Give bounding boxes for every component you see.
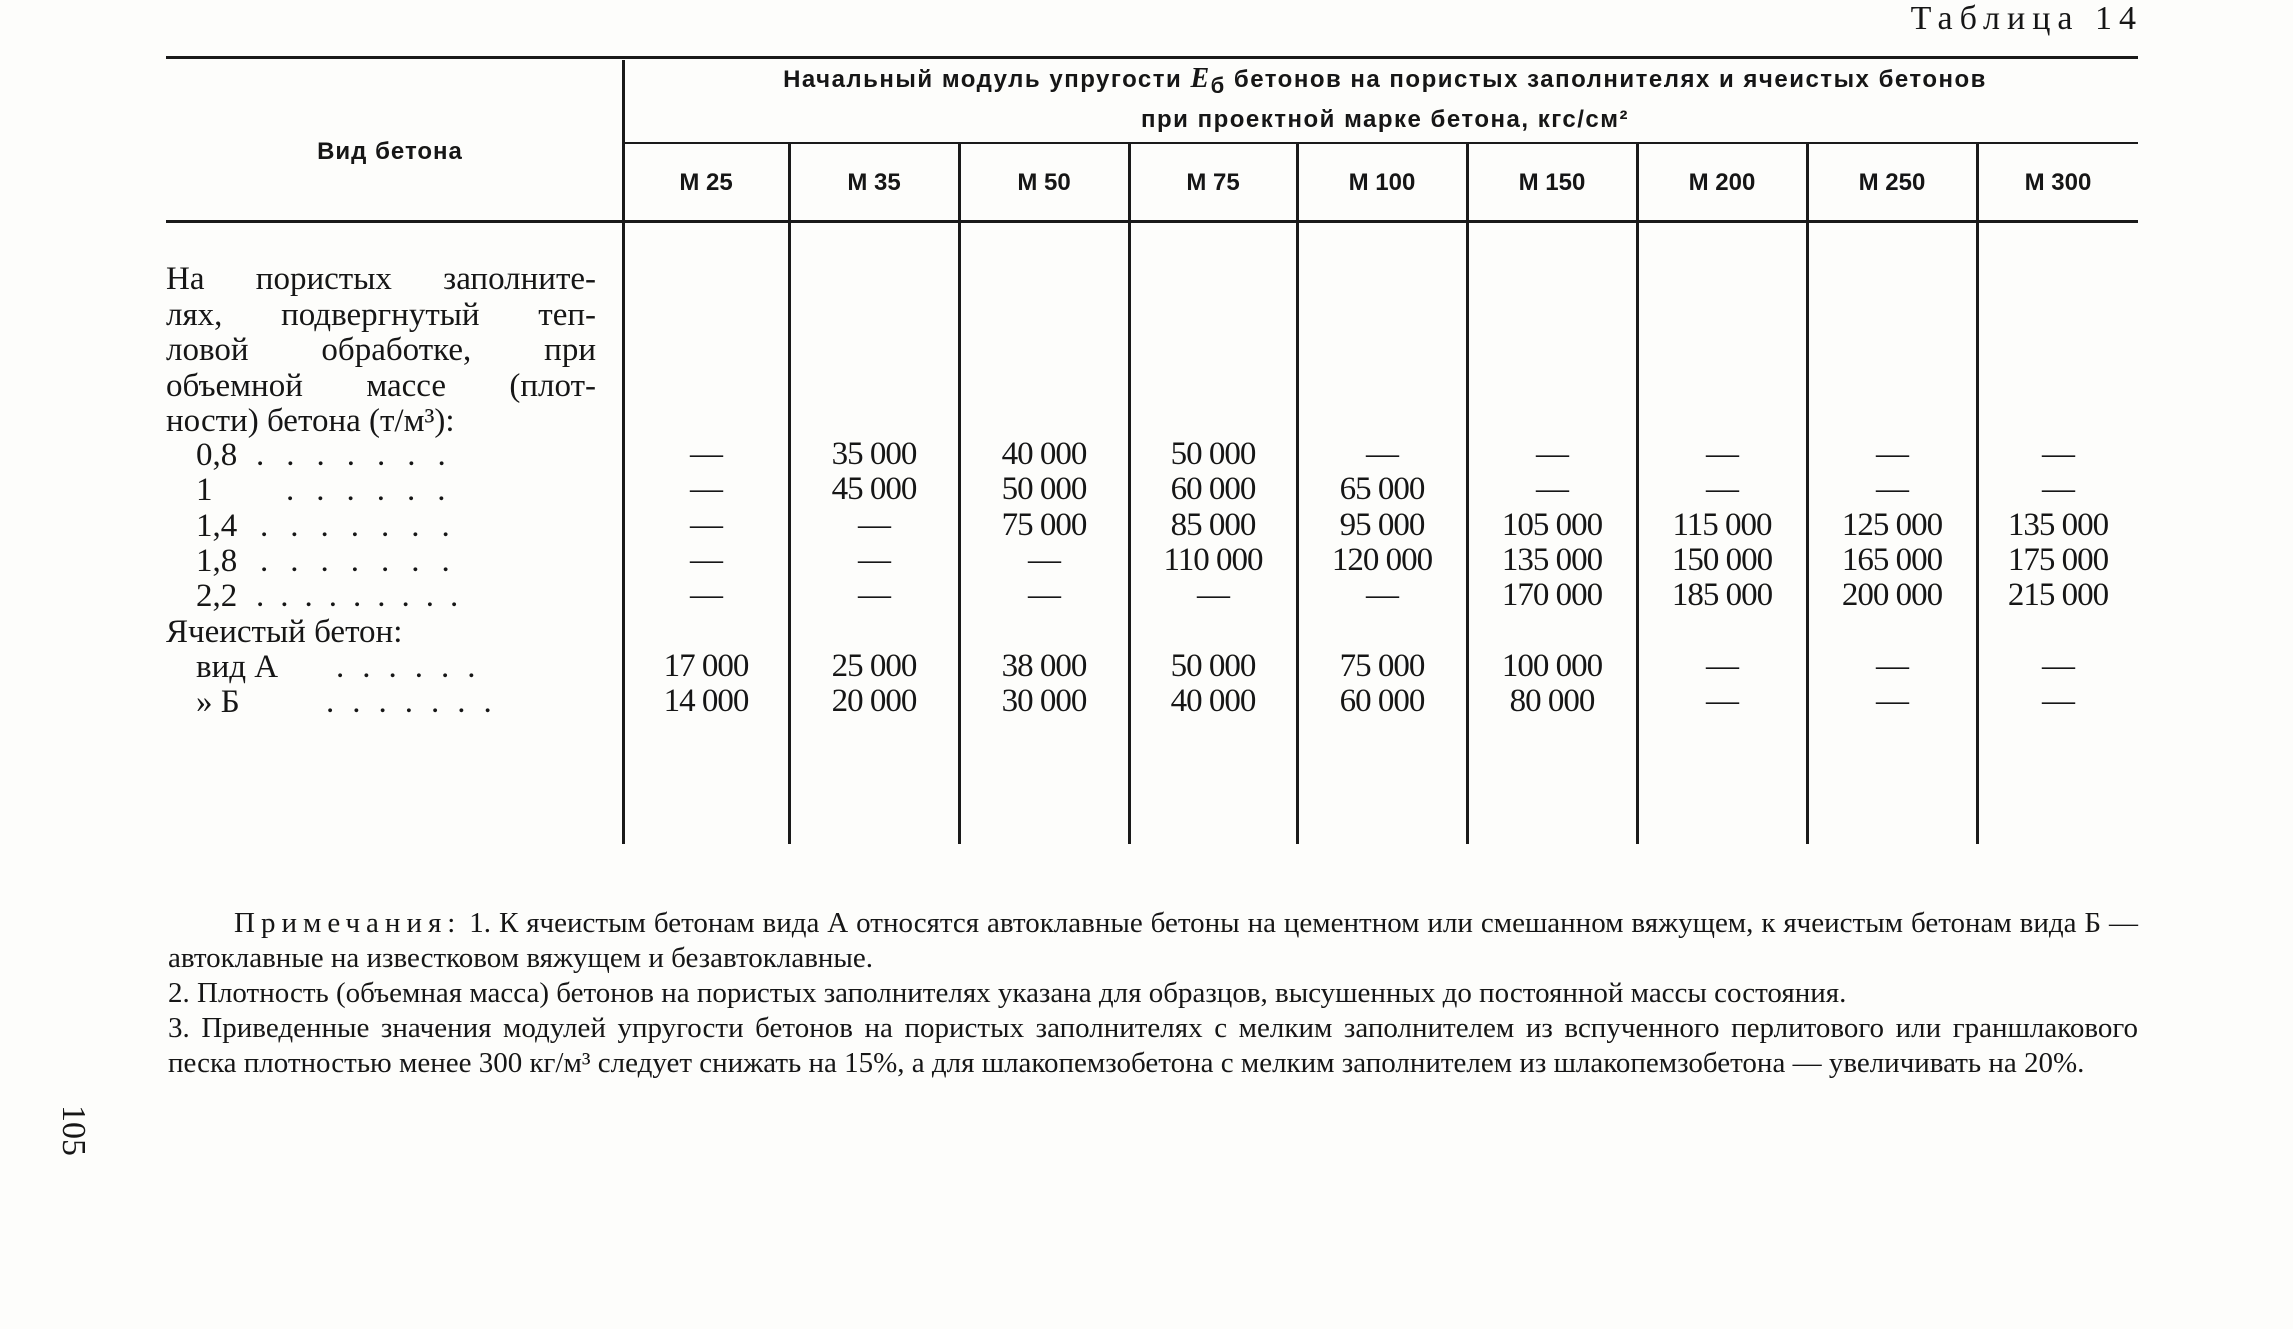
table-cell: 45 000 [831,471,917,507]
table-cell: 80 000 [1509,683,1595,719]
table-cell: — [858,577,890,613]
table-cell: — [1197,577,1229,613]
table-cell: 30 000 [1001,683,1087,719]
density-value: 0,8 [196,437,238,473]
grade-header-m75: М 75 [1186,169,1240,196]
density-label-2-2: 2,2 ......... [196,578,475,614]
density-label-1-8: 1,8 ....... [196,543,472,579]
cellular-type: » Б [196,684,240,720]
cellular-label: Ячеистый бетон: [166,614,403,650]
table-cell: 20 000 [831,683,917,719]
table-cell: 75 000 [1339,648,1425,684]
table-cell: 125 000 [1841,507,1943,543]
table-cell: 165 000 [1841,542,1943,578]
porous-description-line: ловой обработке, при [166,332,596,368]
table-cell: 135 000 [1501,542,1603,578]
table-cell: — [690,471,722,507]
cellular-type-a-label: вид А ...... [196,649,494,685]
group-underline [624,142,2138,144]
table-cell: 60 000 [1170,471,1256,507]
table-cell: 40 000 [1001,436,1087,472]
grade-header-m100: М 100 [1348,169,1416,196]
grade-header-m150: М 150 [1518,169,1586,196]
table-cell: — [1876,436,1908,472]
cellular-type-b-label: » Б ....... [196,684,510,720]
top-rule [166,56,2138,59]
table-cell: 65 000 [1339,471,1425,507]
table-cell: — [2042,683,2074,719]
grade-header-m250: М 250 [1858,169,1926,196]
table-cell: — [1706,436,1738,472]
grade-header-m25: М 25 [679,169,733,196]
table-cell: 105 000 [1501,507,1603,543]
porous-description-line: лях, подвергнутый теп- [166,296,596,333]
table-cell: — [858,542,890,578]
header-bottom-rule [166,220,2138,223]
row-header-label: Вид бетона [317,138,463,165]
table-cell: 135 000 [2007,507,2109,543]
table-cell: — [1706,648,1738,684]
density-value: 1,8 [196,543,238,579]
table-cell: — [690,577,722,613]
table-cell: 50 000 [1170,648,1256,684]
notes-block [168,906,2138,1081]
table-title: Таблица 14 [1910,0,2143,37]
table-cell: 50 000 [1170,436,1256,472]
table-cell: 38 000 [1001,648,1087,684]
table-cell: — [690,436,722,472]
table-cell: — [1366,577,1398,613]
density-label-1-4: 1,4 ....... [196,508,472,544]
table-cell: 40 000 [1170,683,1256,719]
table-cell: 35 000 [831,436,917,472]
table-cell: 100 000 [1501,648,1603,684]
cellular-type: вид А [196,649,279,685]
table-cell: — [1536,436,1568,472]
table-cell: — [2042,471,2074,507]
table-cell: — [690,507,722,543]
grade-header-m50: М 50 [1017,169,1071,196]
table-cell: 115 000 [1672,507,1772,543]
table-cell: — [1876,471,1908,507]
grade-header-m200: М 200 [1688,169,1756,196]
column-group-header [630,62,2140,137]
modulus-symbol: E [1190,63,1211,94]
group-header-text-b: бетонов на пористых заполнителях и ячеистых бетонов [1233,66,1987,93]
table-cell: 85 000 [1170,507,1256,543]
grade-header-m35: М 35 [847,169,901,196]
modulus-symbol-sub: б [1210,72,1226,98]
table-cell: — [1706,471,1738,507]
note-3: 3. Приведенные значения модулей упругости бетонов на пористых заполнителях с мелким заполнителем из вспученного перлитового или граншлакового песка плотностью менее 300 кг/м³ следует снижать на 15%, а для шлакопемзобетона с мелким заполнителем из шлакопемзобетона — увеличивать на 20%. [168,1012,2138,1079]
table-cell: 150 000 [1671,542,1773,578]
density-value: 1,4 [196,508,238,544]
density-value: 1 [196,472,213,508]
table-cell: — [690,542,722,578]
table-cell: — [858,507,890,543]
table-cell: 17 000 [663,648,749,684]
page-number: 105 [55,1105,92,1156]
group-header-text-line2: при проектной марке бетона, кгс/см² [1141,105,1629,133]
density-label-1: 1 ...... [196,472,468,508]
table-cell: — [1028,542,1060,578]
table-cell: 110 000 [1163,542,1263,578]
note-1: 1. К ячеистым бетонам вида А относятся автоклавные бетоны на цементном или смешанном вяжущем, к ячеистым бетонам вида Б — автоклавные на известковом вяжущем и безавтоклавные. [168,907,2138,974]
density-label-0-8: 0,8 ....... [196,437,468,473]
porous-description [166,262,596,440]
table-cell: — [1028,577,1060,613]
table-cell: 60 000 [1339,683,1425,719]
density-value: 2,2 [196,578,238,614]
table-cell: 175 000 [2007,542,2109,578]
note-2: 2. Плотность (объемная масса) бетонов на пористых заполнителях указана для образцов, высушенных до постоянной массы состояния. [168,977,1847,1009]
table-cell: 95 000 [1339,507,1425,543]
porous-description-line: На пористых заполните- [166,261,596,297]
porous-description-line: ности) бетона (т/м³): [166,403,455,439]
table-cell: — [2042,648,2074,684]
table-cell: 200 000 [1841,577,1943,613]
table-cell: 185 000 [1671,577,1773,613]
table-cell: 25 000 [831,648,917,684]
table-cell: — [1876,648,1908,684]
table-cell: 120 000 [1331,542,1433,578]
table-cell: — [1706,683,1738,719]
table-cell: — [2042,436,2074,472]
table-cell: 215 000 [2007,577,2109,613]
notes-heading: Примечания: [234,907,462,939]
table-cell: — [1876,683,1908,719]
grade-header-m300: М 300 [2024,169,2092,196]
table-cell: 170 000 [1501,577,1603,613]
table-cell: 75 000 [1001,507,1087,543]
table-cell: 50 000 [1001,471,1087,507]
table-cell: — [1366,436,1398,472]
porous-description-line: объемной массе (плот- [166,367,596,404]
group-header-text-a: Начальный модуль упругости [783,66,1183,93]
table-cell: — [1536,471,1568,507]
table-cell: 14 000 [663,683,749,719]
